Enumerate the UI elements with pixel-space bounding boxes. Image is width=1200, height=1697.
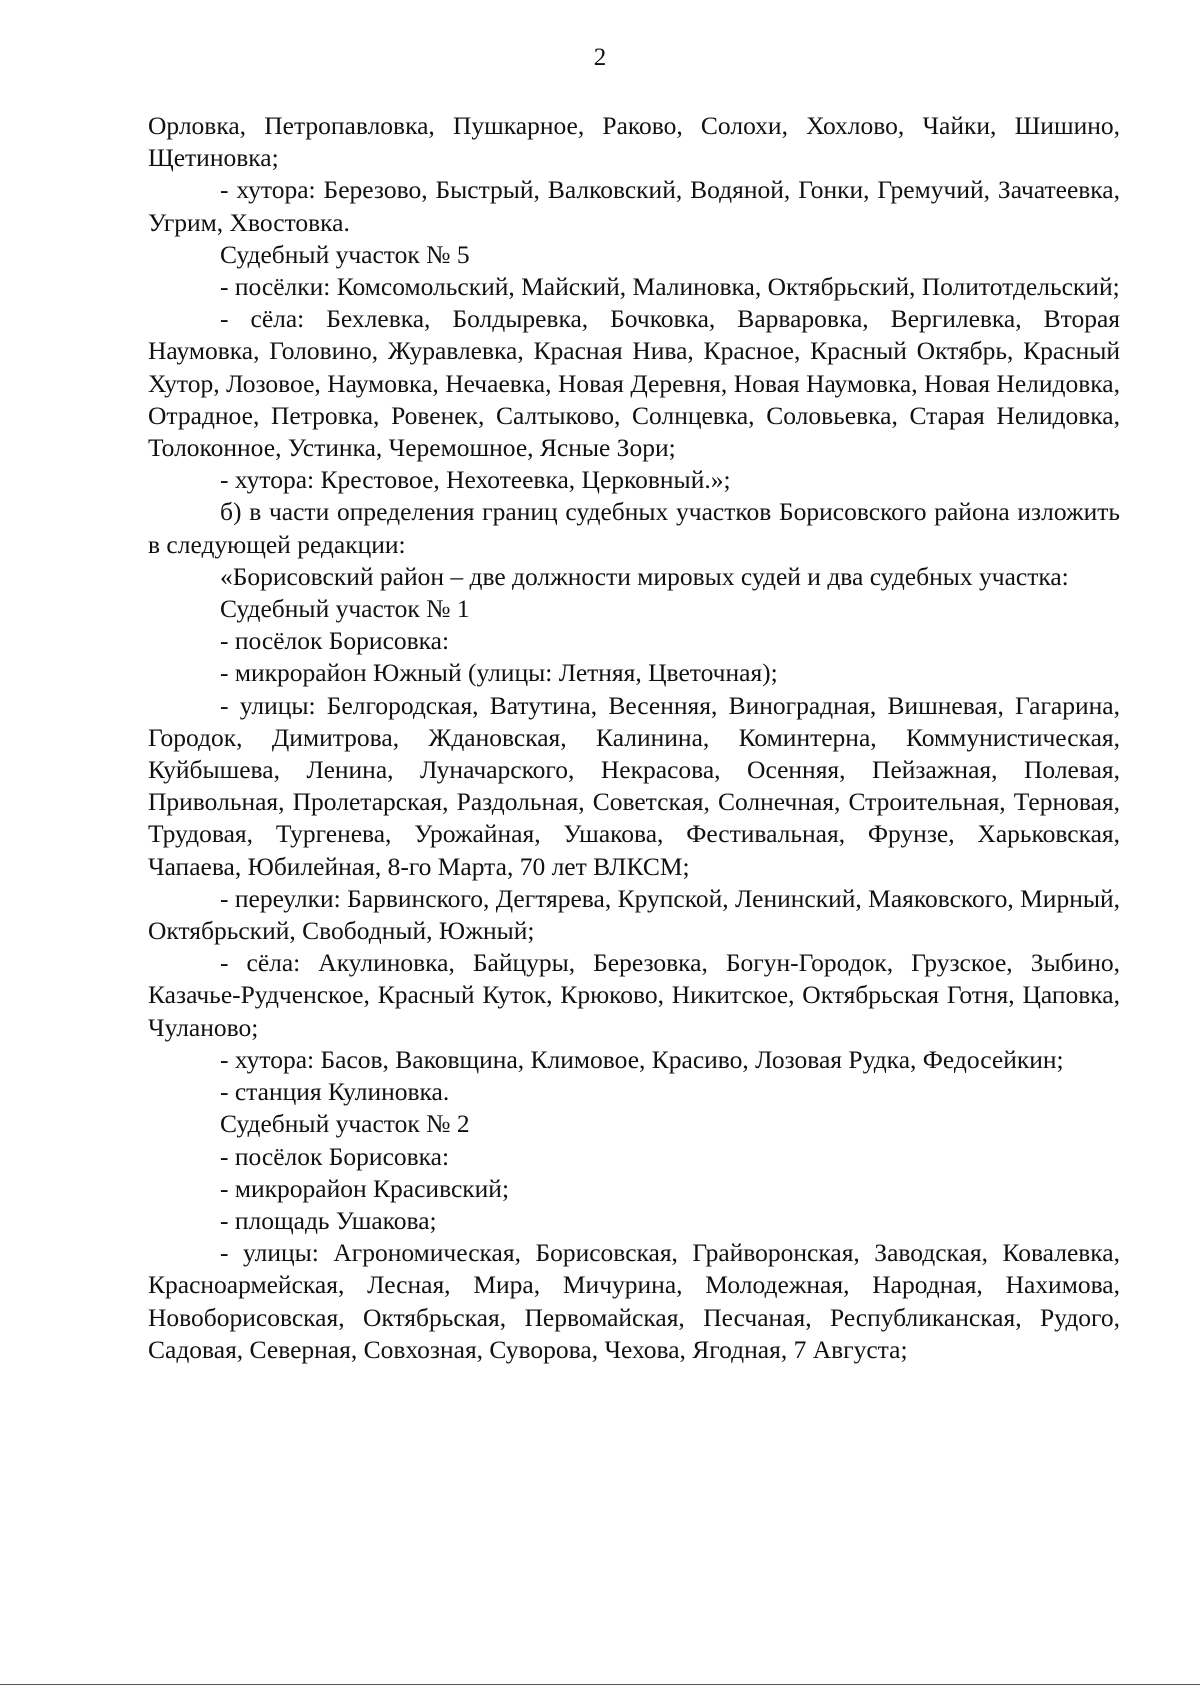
paragraph-villages-district-1: - сёла: Акулиновка, Байцуры, Березовка, Богун-Городок, Грузское, Зыбино, Казачье-Рудченское, Красный Куток, Крюково, Никитское, Октябрьская Готня, Цаповка, Чуланово; xyxy=(148,948,1120,1042)
paragraph-farmsteads-district-1: - хутора: Басов, Ваковщина, Климовое, Красиво, Лозовая Рудка, Федосейкин; xyxy=(220,1044,1064,1074)
paragraph-borisovsky-intro: «Борисовский район – две должности мировых судей и два судебных участка: xyxy=(220,561,1069,591)
page-bottom-rule xyxy=(0,1684,1200,1685)
paragraph-microdistrict-yuzhny: - микрорайон Южный (улицы: Летняя, Цветочная); xyxy=(220,658,778,688)
paragraph-lanes-district-1: - переулки: Барвинского, Дегтярева, Крупской, Ленинский, Маяковского, Мирный, Октябрьский, Свободный, Южный; xyxy=(148,883,1120,946)
paragraph-borisovka-settlement-2: - посёлок Борисовка: xyxy=(220,1141,450,1171)
paragraph-streets-district-2: - улицы: Агрономическая, Борисовская, Грайворонская, Заводская, Ковалевка, Красноармейская, Лесная, Мира, Мичурина, Молодежная, Народная, Нахимова, Новоборисовская, Октябрьская, Первомайская, Песчаная, Республиканская, Рудого, Садовая, Северная, Совхозная, Суворова, Чехова, Ягодная, 7 Августа; xyxy=(148,1238,1120,1364)
page-number: 2 xyxy=(593,44,607,71)
heading-court-district-5: Судебный участок № 5 xyxy=(220,239,470,269)
paragraph-farmsteads-district-4: - хутора: Березово, Быстрый, Валковский, Водяной, Гонки, Гремучий, Зачатеевка, Угрим, Хвостовка. xyxy=(148,175,1120,237)
document-body xyxy=(148,110,1120,1366)
paragraph-villages-continued: Орловка, Петропавловка, Пушкарное, Раково, Солохи, Хохлово, Чайки, Шишино, Щетиновка; xyxy=(148,111,1120,173)
paragraph-settlements-district-5: - посёлки: Комсомольский, Майский, Малиновка, Октябрьский, Политотдельский; xyxy=(220,272,1120,302)
paragraph-villages-district-5: - сёла: Бехлевка, Болдыревка, Бочковка, Варваровка, Вергилевка, Вторая Наумовка, Головино, Журавлевка, Красная Нива, Красное, Красный Октябрь, Красный Хутор, Лозовое, Наумовка, Нечаевка, Новая Деревня, Новая Наумовка, Новая Нелидовка, Отрадное, Петровка, Ровенек, Салтыково, Солнцевка, Соловьевка, Старая Нелидовка, Толоконное, Устинка, Черемошное, Ясные Зори; xyxy=(148,304,1120,463)
paragraph-farmsteads-district-5: - хутора: Крестовое, Нехотеевка, Церковный.»; xyxy=(220,465,731,495)
paragraph-microdistrict-krasivsky: - микрорайон Красивский; xyxy=(220,1173,510,1203)
heading-court-district-2: Судебный участок № 2 xyxy=(220,1109,470,1139)
paragraph-station-kulinovka: - станция Кулиновка. xyxy=(220,1077,450,1107)
paragraph-amendment-b: б) в части определения границ судебных участков Борисовского района изложить в следующей редакции: xyxy=(148,497,1120,559)
paragraph-borisovka-settlement-1: - посёлок Борисовка: xyxy=(220,626,450,656)
paragraph-streets-district-1: - улицы: Белгородская, Ватутина, Весенняя, Виноградная, Вишневая, Гагарина, Городок, Димитрова, Ждановская, Калинина, Коминтерна, Коммунистическая, Куйбышева, Ленина, Луначарского, Некрасова, Осенняя, Пейзажная, Полевая, Привольная, Пролетарская, Раздольная, Советская, Солнечная, Строительная, Терновая, Трудовая, Тургенева, Урожайная, Ушакова, Фестивальная, Фрунзе, Харьковская, Чапаева, Юбилейная, 8-го Марта, 70 лет ВЛКСМ; xyxy=(148,690,1120,881)
paragraph-ushakov-square: - площадь Ушакова; xyxy=(220,1205,437,1235)
heading-court-district-1: Судебный участок № 1 xyxy=(220,594,470,624)
